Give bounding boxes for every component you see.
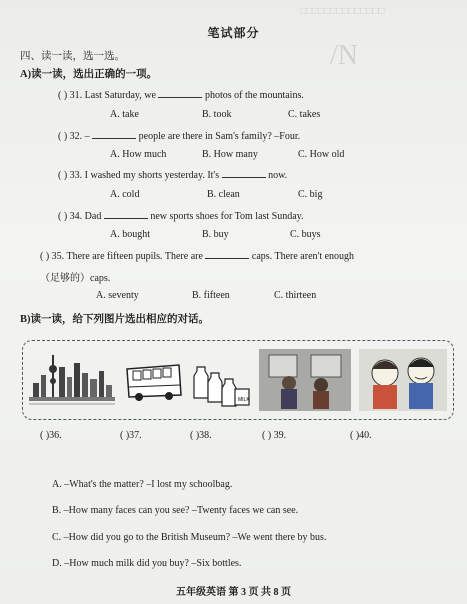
answer-blank xyxy=(205,249,249,259)
option: A. seventy xyxy=(96,290,139,301)
answer-slot-36[interactable]: ( )36. xyxy=(40,430,62,441)
answer-paren[interactable]: ( ) xyxy=(40,251,50,262)
dialogue-d: D. –How much milk did you buy? –Six bottles. xyxy=(52,558,242,569)
question-32: ( ) 32. – people are there in Sam's family? –Four. xyxy=(58,131,301,142)
option: A. take xyxy=(110,109,139,120)
dialogue-c: C. –How did you go to the British Museum? –We went there by bus. xyxy=(52,532,327,543)
answer-blank xyxy=(158,88,202,98)
svg-text:MILK: MILK xyxy=(238,397,250,403)
answer-paren[interactable]: ( ) xyxy=(58,90,68,101)
city-skyline-picture xyxy=(29,349,115,411)
option: C. buys xyxy=(290,229,321,240)
bleed-through-text: □□□□□□□□□□□□□□ xyxy=(300,6,385,17)
boy-crying-picture xyxy=(359,349,447,411)
page-title: 笔试部分 xyxy=(207,26,260,40)
picture-strip xyxy=(22,340,454,420)
section-heading: 四、读一读，选一选。 xyxy=(20,51,125,62)
option: A. bought xyxy=(110,229,150,240)
answer-slot-37[interactable]: ( )37. xyxy=(120,430,142,441)
option: B. fifteen xyxy=(192,290,230,301)
question-35-continued: （足够的）caps. xyxy=(40,273,111,284)
answer-blank xyxy=(104,209,148,219)
option: B. How many xyxy=(202,149,258,160)
dialogue-b: B. –How many faces can you see? –Twenty faces we can see. xyxy=(52,505,299,516)
answer-slot-39[interactable]: ( ) 39. xyxy=(262,430,287,441)
bleed-through-mark: /N xyxy=(330,40,358,71)
answer-paren[interactable]: ( ) xyxy=(58,211,68,222)
dialogue-a: A. –What's the matter? –I lost my schoolbag. xyxy=(52,479,233,490)
museum-scene-picture xyxy=(259,349,351,411)
option: B. clean xyxy=(207,189,240,200)
answer-paren[interactable]: ( ) xyxy=(58,170,68,181)
answer-blank xyxy=(222,168,266,178)
option: A. cold xyxy=(110,189,140,200)
option: B. took xyxy=(202,109,232,120)
part-a-heading: A)读一读，选出正确的一项。 xyxy=(20,69,158,80)
option: C. thirteen xyxy=(274,290,317,301)
bus-picture xyxy=(123,349,185,411)
answer-blank xyxy=(92,129,136,139)
option: C. How old xyxy=(298,149,345,160)
option: C. takes xyxy=(288,109,321,120)
answer-paren[interactable]: ( ) xyxy=(58,131,68,142)
question-34: ( ) 34. Dad new sports shoes for Tom last Sunday. xyxy=(58,211,304,222)
answer-slot-40[interactable]: ( )40. xyxy=(350,430,372,441)
page-footer: 五年级英语 第 3 页 共 8 页 xyxy=(176,587,291,598)
question-31: ( ) 31. Last Saturday, we photos of the mountains. xyxy=(58,90,304,101)
option: B. buy xyxy=(202,229,229,240)
question-35: ( ) 35. There are fifteen pupils. There are caps. There aren't enough xyxy=(40,251,355,262)
milk-bottles-picture xyxy=(191,349,253,411)
question-33: ( ) 33. I washed my shorts yesterday. It's now. xyxy=(58,170,288,181)
option: A. How much xyxy=(110,149,167,160)
option: C. big xyxy=(298,189,323,200)
part-b-heading: B)读一读，给下列图片选出相应的对话。 xyxy=(20,314,209,325)
answer-slot-38[interactable]: ( )38. xyxy=(190,430,212,441)
